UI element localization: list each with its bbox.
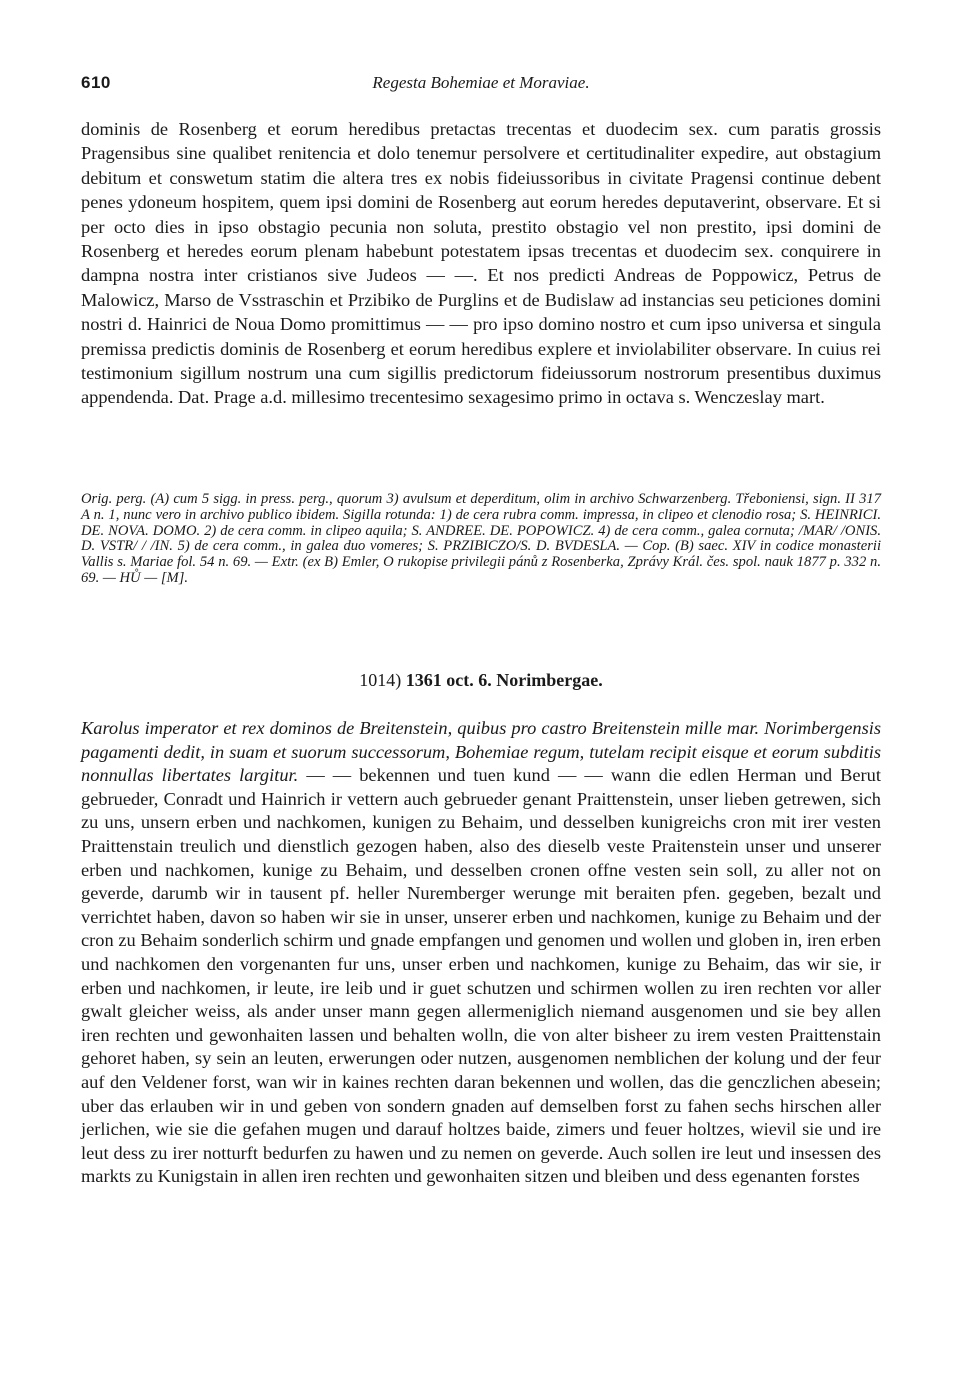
running-head — [81, 73, 881, 95]
document-page — [81, 0, 881, 1390]
continuation-text: dominis de Rosenberg et eorum heredibus pretactas trecentas et duodecim sex. cum paratis grossis Pragensibus sine qualibet renitencia et dolo tenemur persolvere et certitudinaliter expedire, aut obstagium debitum et conswetum statim die altera tres ex nobis fideiussoribus in civitate Pragensi continue debent penes ydoneum hospitem, quem ipsi domini de Rosenberg aut eorum heredes deputaverint, observare. Et si per octo dies in ipso obstagio pecunia non soluta, prestito obstagio vel non prestito, ipsi domini de Rosenberg et heredes eorum plenam habebunt potestatem ipsas trecentas et duodecim sex. conquirere in dampna nostra inter cristianos sive Judeos — —. Et nos predicti Andreas de Poppowicz, Petrus de Malowicz, Marso de Vsstraschin et Przibiko de Purglins et de Budislaw ad instancias seu peticiones domini nostri d. Hainrici de Noua Domo promittimus — — pro ipso domino nostro et cum ipso universa et singula premissa predictis dominis de Rosenberg et eorum heredibus explere et inviolabiliter observare. In cuius rei testimonium sigillum nostrum una cum sigillis predictorum fideiussorum nostrorum presentibus duximus appendenda. Dat. Prage a.d. millesimo trecentesimo sexagesimo primo in octava s. Wenczeslay mart. — [81, 119, 881, 408]
entry-date-place: 1361 oct. 6. Norimbergae. — [405, 670, 603, 690]
page-number: 610 — [81, 73, 111, 92]
entry-text: — — bekennen und tuen kund — — wann die edlen Herman und Berut gebrueder, Conradt und Hainrich ir vettern auch gebrueder genant Praittenstein, unser lieben getrewen, sich zu uns, unsern erben und nachkomen, kunigen zu Behaim, und desselben kunigreichs cron mit irer vesten Praittenstain treulich und dienstlich gezogen haben, also des dieselb veste Praitenstein unser und unserer erben und nachkomen, kunige zu Behaim, und desselben cronen offne vesten sein soll, zu aller not on geverde, darumb wir in tausent pf. heller Nuremberger werunge mit beraiten pfen. gegeben, bezalt und verrichtet haben, davon so haben wir sie in unser, unserer erben und nachkomen, kunige zu Behaim und der cron zu Behaim sonderlich schirm und gnade empfangen und genomen und wollen und globen in, iren erben und nachkomen den vorgenanten fur uns, unser erben und nachkomen, kunige zu Behaim, das wir sie, ir erben und nachkomen, ir leute, ire leib und ir guet schutzen und schirmen wollen zu iren rechten vor aller gwalt gleicher weiss, als ander unser mann gegen allermeniglich niemand ausgenomen und sie bey allen iren rechten und gewonhaiten lassen und behalten wolln, die von alter bisheer zu irem vesten Praittenstain gehoret haben, sy sein an leuten, erwerungen oder nutzen, ausgenomen nemblichen der kolung und der feur auf den Veldener forst, wan wir in kaines rechten daran bekennen und wollen, das die genczlichen abesein; uber das erlauben wir in und geben von sondern gnaden auf demselben forst zu fahen sechs hirschen aller jerlichen, wie sie die gefahen mugen und darauf holtzes baide, zimers und feuer holtzes, wievil sie und ire leut dess zu irer notturft bedurfen zu hawen und zu nemen on geverde. Auch sollen ire leut und insessen des markts zu Kunigstain in allen iren rechten und gewonhaiten sitzen und bleiben und dess egenanten forstes — [81, 765, 881, 1187]
entry-regest: Karolus imperator et rex dominos de Breitenstein, quibus pro castro Breitenstein mille mar. Norimbergensis pagamenti dedit, in suam et suorum successorum, Bohemiae regum, tutelam recipit eisque et eorum subditis nonnullas libertates largitur. — [81, 718, 881, 786]
source-notes: Orig. perg. (A) cum 5 sigg. in press. perg., quorum 3) avulsum et deperditum, olim in archivo Schwarzenberg. Třeboniensi, sign. II 317 A n. 1, nunc vero in archivo publico ibidem. Sigilla rotunda: 1) de cera rubra comm. impressa, in clipeo et clenodio rosa; S. HEINRICI. DE. NOVA. DOMO. 2) de cera comm. in clipeo aquila; S. ANDREE. DE. POPOWICZ. 4) de cera comm., galea cornuta; /MAR/ /ONIS. D. VSTR/ / /IN. 5) de cera comm., in galea duo vomeres; S. PRZIBICZO/S. D. BVDESLA. — Cop. (B) saec. XIV in codice monasterii Vallis s. Mariae fol. 54 n. 69. — Extr. (ex B) Emler, O rukopise privilegii pánů z Rosenberka, Zprávy Král. čes. spol. nauk 1877 p. 332 n. 69. — HŮ — [M]. — [81, 491, 881, 586]
running-title: Regesta Bohemiae et Moraviae. — [372, 73, 590, 92]
entry-heading — [81, 670, 881, 691]
entry-number: 1014) — [359, 670, 402, 690]
entry-body — [81, 717, 881, 1189]
